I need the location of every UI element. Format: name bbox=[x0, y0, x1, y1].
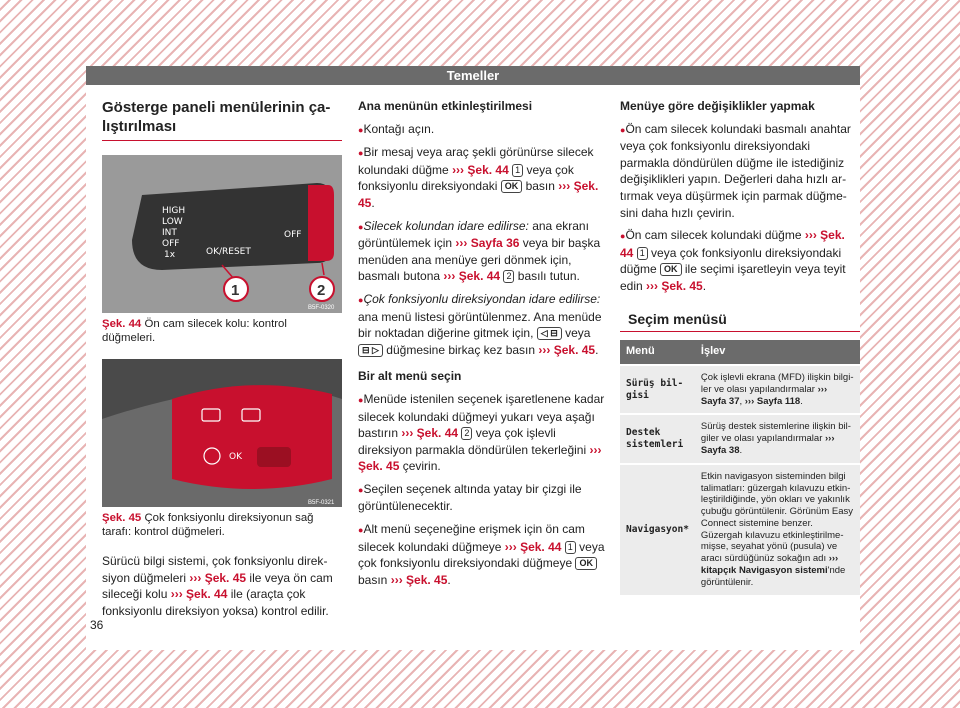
heading-changes: Menüye göre değişiklikler yapmak bbox=[620, 99, 815, 113]
ref-link[interactable]: ››› Şek. 45 bbox=[189, 570, 247, 585]
callout-number: 1 bbox=[512, 164, 523, 177]
italic-text: Çok fonksiyonlu direksiyondan idare edilirse: bbox=[363, 291, 601, 306]
ref-link[interactable]: ››› Sayfa 118 bbox=[744, 395, 801, 407]
table-header-row bbox=[620, 340, 860, 365]
text: düğmesine birkaç kez basın bbox=[382, 342, 539, 357]
section-title-selection-menu: Seçim menüsü bbox=[628, 310, 727, 327]
ref-link[interactable]: ››› Şek. 44 bbox=[620, 228, 845, 260]
table-row bbox=[620, 414, 860, 463]
callout-number: 2 bbox=[503, 270, 514, 283]
ref-link[interactable]: ››› Sayfa 38 bbox=[700, 433, 835, 456]
text: Ön cam silecek kolundaki düğme bbox=[625, 228, 805, 243]
text: Alt menü seçeneğine erişmek için ön cam silecek kolundaki düğmeye bbox=[358, 522, 585, 554]
bullet-item bbox=[358, 521, 606, 588]
function-cell bbox=[695, 365, 860, 414]
text: . bbox=[739, 444, 743, 456]
text: Çok işlevli ekrana (MFD) ilişkin bilgiler ve olası yapılandırmalar bbox=[700, 371, 854, 395]
figure-wiper-lever bbox=[102, 155, 342, 313]
text: Sürücü bilgi sistemi, çok fonksiyonlu direksiyon düğmeleri bbox=[102, 554, 328, 585]
text: basılı tutun. bbox=[514, 269, 580, 284]
lever-label-int: INT bbox=[162, 228, 177, 238]
ref-link[interactable]: ››› Şek. 45 bbox=[358, 442, 602, 474]
lever-off-label: OFF bbox=[284, 230, 302, 240]
ref-link[interactable]: ››› Şek. 44 bbox=[443, 269, 501, 284]
figure-caption-44 bbox=[102, 317, 342, 345]
lever-label-1x: 1x bbox=[164, 250, 176, 260]
table-row bbox=[620, 365, 860, 414]
bullet-item bbox=[620, 227, 860, 294]
text: ile (araçta çok fonksiyonlu direksiyon yoksa) kontrol edilir. bbox=[102, 587, 329, 618]
callout-number: 1 bbox=[637, 247, 648, 260]
table-row bbox=[620, 464, 860, 595]
text: , bbox=[739, 395, 745, 407]
marker-2: 2 bbox=[317, 282, 326, 299]
ref-link[interactable]: ››› Sayfa 36 bbox=[455, 236, 520, 251]
bullet-item bbox=[620, 121, 860, 222]
text: Ön cam silecek kolundaki basmalı anahtar veya çok fonksiyonlu direksiyondaki parmakla döndürülen düğme ile istediğiniz değişiklikleri yapın. Değerleri daha hızlı artırmak veya düşürmek için parmak düğmesini daha hızlı çevirin. bbox=[620, 121, 851, 220]
menu-cell: Navigasyon* bbox=[620, 464, 695, 595]
bullet-item bbox=[358, 218, 606, 285]
caption-text: Ön cam silecek kolu: kontrol düğmeleri. bbox=[102, 318, 287, 344]
lever-okreset-label: OK/RESET bbox=[206, 247, 251, 257]
function-cell bbox=[695, 464, 860, 595]
bullet-item bbox=[358, 121, 606, 139]
bullet-item bbox=[358, 291, 606, 358]
right-column bbox=[620, 98, 860, 595]
ref-link[interactable]: ››› kitapçık Navigasyon sistemi bbox=[700, 553, 839, 577]
bullet-item bbox=[358, 391, 606, 475]
heading-main-menu: Ana menünün etkinleştirilmesi bbox=[358, 99, 533, 113]
text: basın bbox=[522, 179, 559, 194]
ref-link[interactable]: ››› Şek. 45 bbox=[358, 179, 599, 210]
caption-ref: Şek. 45 bbox=[102, 512, 142, 524]
text: . bbox=[447, 572, 451, 587]
menu-cell: Destek sistemleri bbox=[620, 414, 695, 463]
text: Menüde istenilen seçenek işaretlenene kadar silecek kolundaki düğmeyi yukarı veya aşağı bastırın bbox=[358, 391, 605, 441]
section-rule bbox=[102, 140, 342, 141]
figure-code: B5F-0321 bbox=[308, 500, 335, 506]
text: ile seçimi işaretleyin veya teyit edin bbox=[620, 262, 846, 293]
bullet-item bbox=[358, 481, 606, 515]
text: ile veya ön cam sileceği kolu bbox=[102, 570, 333, 602]
text: ana ekranı görüntülemek için bbox=[358, 218, 589, 251]
next-key-icon: ⊟ ▷ bbox=[358, 344, 383, 357]
ref-link[interactable]: ››› Şek. 44 bbox=[504, 539, 562, 554]
ref-link[interactable]: ››› Şek. 44 bbox=[452, 162, 509, 177]
ok-key-icon: OK bbox=[660, 263, 682, 276]
text: . bbox=[371, 195, 375, 210]
ok-key-icon: OK bbox=[575, 557, 597, 570]
ref-link[interactable]: ››› Şek. 45 bbox=[390, 572, 448, 587]
ref-link[interactable]: ››› Şek. 45 bbox=[538, 342, 596, 357]
section-title: Gösterge paneli menülerinin çalıştırılması bbox=[102, 99, 331, 135]
section-rule bbox=[620, 331, 860, 332]
figure-code: B5F-0320 bbox=[308, 305, 335, 311]
ref-link[interactable]: ››› Şek. 45 bbox=[646, 278, 703, 293]
middle-column bbox=[358, 98, 606, 594]
lever-label-high: HIGH bbox=[162, 206, 186, 216]
text: veya çok fonksiyonlu direksiyondaki düğme bbox=[620, 245, 842, 277]
text: veya çok fonksiyonlu direksiyondaki düğmeye bbox=[358, 539, 605, 571]
text: Etkin navigasyon sisteminden bilgi talimatları: güzergah kılavuzu etkinleştirildiğinde, yön okları ve yakınlık çubuğu görüntülenir. Görünüm Easy Connect sistemine benzer. Güzergah kılavuzu etkinleştirilmemişse, seyahat yönü (pusula) ve aracı sürdüğünüz sokağın adı bbox=[700, 470, 854, 565]
ok-key-icon: OK bbox=[501, 180, 523, 193]
function-cell bbox=[695, 414, 860, 463]
column-header-menu: Menü bbox=[620, 340, 695, 365]
lever-label-low: LOW bbox=[162, 217, 183, 227]
ref-link[interactable]: ››› Sayfa 37 bbox=[700, 383, 828, 407]
text: . bbox=[702, 278, 707, 293]
column-header-function: İşlev bbox=[695, 340, 860, 365]
text: . bbox=[800, 395, 803, 407]
italic-text: Silecek kolundan idare edilirse: bbox=[363, 218, 529, 233]
text: basın bbox=[358, 572, 391, 587]
text: Seçilen seçenek altında yatay bir çizgi ile görüntülenecektir. bbox=[358, 481, 582, 514]
caption-text: Çok fonksiyonlu direksiyonun sağ tarafı: kontrol düğmeleri. bbox=[102, 512, 314, 538]
figure-steering-wheel bbox=[102, 359, 342, 507]
menu-cell: Sürüş bilgisi bbox=[620, 365, 695, 414]
marker-1: 1 bbox=[231, 282, 240, 299]
left-column bbox=[102, 98, 342, 625]
text: ana menü listesi görüntülenmez. Ana menüde bir noktadan diğerine gitmek için, bbox=[358, 309, 602, 341]
prev-key-icon: ◁ ⊟ bbox=[537, 327, 562, 340]
text: Sürüş destek sistemlerine ilişkin bilgiler ve olası yapılandırmalar bbox=[700, 421, 851, 445]
lever-label-off: OFF bbox=[162, 239, 180, 249]
text: veya bir başka menüden ana menüye geri dönmek için, basmalı butona bbox=[358, 236, 601, 284]
caption-ref: Şek. 44 bbox=[102, 318, 142, 330]
text: 'nde görüntülenir. bbox=[700, 565, 846, 588]
text: . bbox=[595, 342, 599, 357]
callout-number: 2 bbox=[461, 427, 472, 440]
callout-number: 1 bbox=[565, 541, 576, 554]
page-number: 36 bbox=[90, 618, 104, 632]
ref-link[interactable]: ››› Şek. 44 bbox=[170, 587, 228, 602]
text: Bir mesaj veya araç şekli görünürse silecek kolundaki düğme bbox=[358, 145, 594, 177]
ref-link[interactable]: ››› Şek. 44 bbox=[401, 426, 459, 441]
text: veya bbox=[561, 326, 591, 341]
text: veya çok işlevli direksiyon parmakla döndürülen tekerleğini bbox=[358, 426, 590, 457]
figure-caption-45 bbox=[102, 511, 342, 539]
text: çevirin. bbox=[399, 459, 441, 474]
text: Kontağı açın. bbox=[363, 121, 435, 136]
text: veya çok fonksiyonlu direksiyondaki bbox=[358, 162, 574, 194]
selection-menu-table bbox=[620, 340, 860, 595]
ok-button-label: OK bbox=[229, 452, 242, 462]
bullet-item bbox=[358, 144, 606, 211]
page-header: Temeller bbox=[86, 66, 860, 85]
intro-paragraph bbox=[102, 553, 342, 619]
heading-submenu: Bir alt menü seçin bbox=[358, 369, 462, 384]
